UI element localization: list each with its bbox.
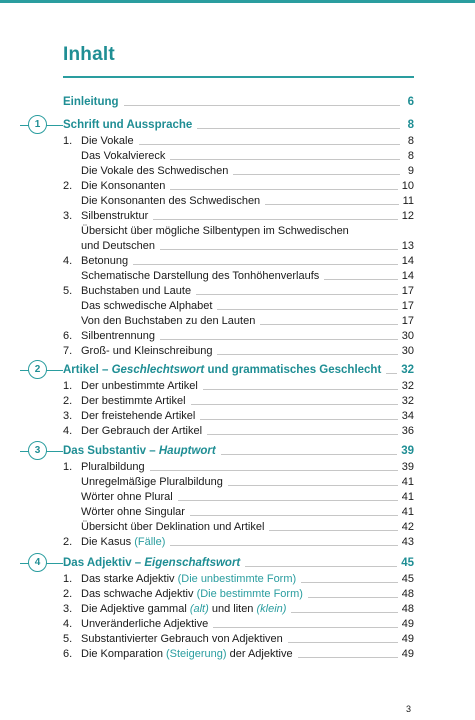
- toc-page-number: 41: [401, 491, 414, 503]
- toc-page-number: 41: [401, 506, 414, 518]
- toc-entry-number: 1.: [63, 135, 73, 147]
- toc-page-number: 32: [401, 380, 414, 392]
- dot-leader: [288, 642, 398, 643]
- toc-subentry[interactable]: [63, 489, 414, 504]
- toc-subentry[interactable]: [63, 474, 414, 489]
- toc-entry-number: 3.: [63, 210, 73, 222]
- toc-entry-label: Substantivierter Gebrauch von Adjektiven: [81, 633, 283, 645]
- toc-page-number: 12: [401, 210, 414, 222]
- toc-entry[interactable]: [63, 253, 414, 268]
- toc-entry[interactable]: [63, 393, 414, 408]
- toc-chapter-2[interactable]: [63, 362, 414, 377]
- toc-page-number: 49: [401, 648, 414, 660]
- toc-entry-label: Übersicht über Deklination und Artikel: [81, 521, 265, 533]
- toc-chapter-4[interactable]: [63, 555, 414, 570]
- toc-entry[interactable]: [63, 328, 414, 343]
- toc-entry-number: 7.: [63, 345, 73, 357]
- toc-page-number: 45: [401, 573, 414, 585]
- dot-leader: [301, 582, 398, 583]
- toc-entry-label: Groß- und Kleinschreibung: [81, 345, 213, 357]
- toc-page-number: 48: [401, 588, 414, 600]
- toc-entry[interactable]: [63, 283, 414, 298]
- toc-page-number: 41: [401, 476, 414, 488]
- dot-leader: [160, 339, 398, 340]
- toc-subentry[interactable]: [63, 519, 414, 534]
- toc-entry-label: Der Gebrauch der Artikel: [81, 425, 203, 437]
- toc-page-number: 39: [401, 461, 414, 473]
- toc-entry-label: Betonung: [81, 255, 129, 267]
- toc-entry[interactable]: [63, 208, 414, 223]
- toc-entry-label: Die Komparation (Steigerung) der Adjektive: [81, 648, 293, 660]
- page-title: Inhalt: [63, 44, 115, 65]
- toc-entry-label: Die Konsonanten: [81, 180, 166, 192]
- toc-page-number: 6: [407, 96, 414, 108]
- toc-subentry[interactable]: [63, 148, 414, 163]
- toc-entry-number: 2.: [63, 395, 73, 407]
- title-underline: [63, 76, 414, 78]
- toc-page-number: 49: [401, 618, 414, 630]
- toc-entry[interactable]: [63, 133, 414, 148]
- toc-entry[interactable]: [63, 631, 414, 646]
- toc-entry-label: Wörter ohne Singular: [81, 506, 185, 518]
- toc-entry-label: Die Vokale des Schwedischen: [81, 165, 229, 177]
- toc-page-number: 30: [401, 345, 414, 357]
- toc-page-number: 8: [407, 150, 414, 162]
- dot-leader: [265, 204, 398, 205]
- toc-entry-label: Der freistehende Artikel: [81, 410, 196, 422]
- dot-leader: [160, 249, 398, 250]
- toc-page-number: 8: [407, 119, 414, 131]
- dot-leader: [233, 174, 400, 175]
- toc-entry-label: Von den Buchstaben zu den Lauten: [81, 315, 256, 327]
- toc-entry[interactable]: [63, 616, 414, 631]
- toc-page-number: 32: [401, 364, 414, 376]
- dot-leader: [245, 566, 397, 567]
- toc-page-number: 42: [401, 521, 414, 533]
- toc-chapter-label: Artikel – Geschlechtswort und grammatisches Geschlecht: [63, 364, 382, 376]
- toc-page-number: 36: [401, 425, 414, 437]
- toc-chapter-1[interactable]: [63, 117, 414, 132]
- dot-leader: [191, 404, 398, 405]
- toc-subentry[interactable]: [63, 223, 414, 238]
- toc-entry[interactable]: [63, 646, 414, 661]
- dot-leader: [124, 105, 400, 106]
- toc-entry[interactable]: [63, 459, 414, 474]
- dot-leader: [260, 324, 397, 325]
- toc-page-number: 30: [401, 330, 414, 342]
- toc-entry-number: 3.: [63, 410, 73, 422]
- toc-entry-label: Schematische Darstellung des Tonhöhenverlaufs: [81, 270, 320, 282]
- toc-chapter-3[interactable]: [63, 443, 414, 458]
- toc-entry-number: 4.: [63, 425, 73, 437]
- dot-leader: [170, 545, 397, 546]
- toc-entry-number: 4.: [63, 255, 73, 267]
- toc-entry-number: 5.: [63, 285, 73, 297]
- toc-entry-number: 3.: [63, 603, 73, 615]
- toc-page-number: 45: [401, 557, 414, 569]
- toc-page-number: 14: [401, 255, 414, 267]
- toc-entry-label: Wörter ohne Plural: [81, 491, 173, 503]
- toc-entry[interactable]: [63, 586, 414, 601]
- toc-entry-label: Einleitung: [63, 96, 119, 108]
- toc-entry-label: Die Kasus (Fälle): [81, 536, 166, 548]
- dot-leader: [150, 470, 398, 471]
- chapter-number-badge-4: 4: [28, 553, 47, 572]
- dot-leader: [386, 373, 397, 374]
- dot-leader: [228, 485, 398, 486]
- toc-entry-label: Das schwache Adjektiv (Die bestimmte Form): [81, 588, 303, 600]
- dot-leader: [197, 128, 400, 129]
- dot-leader: [133, 264, 398, 265]
- dot-leader: [153, 219, 397, 220]
- toc-entry-number: 1.: [63, 380, 73, 392]
- toc-entry-number: 6.: [63, 330, 73, 342]
- toc-chapter-label: Das Adjektiv – Eigenschaftswort: [63, 557, 241, 569]
- dot-leader: [207, 434, 398, 435]
- toc-page-number: 43: [401, 536, 414, 548]
- toc-entry-label: Silbenstruktur: [81, 210, 149, 222]
- toc-entry-number: 2.: [63, 180, 73, 192]
- toc-entry[interactable]: [63, 378, 414, 393]
- toc-subentry[interactable]: [63, 193, 414, 208]
- toc-entry-label: Das schwedische Alphabet: [81, 300, 213, 312]
- toc-entry-label: Unregelmäßige Pluralbildung: [81, 476, 223, 488]
- toc-subentry[interactable]: [63, 238, 414, 253]
- toc-chapter-label: Das Substantiv – Hauptwort: [63, 445, 216, 457]
- toc-entry-label: Die Adjektive gammal (alt) und liten (klein): [81, 603, 287, 615]
- toc-entry-number: 5.: [63, 633, 73, 645]
- toc-subentry[interactable]: [63, 313, 414, 328]
- toc-entry-label: Die Vokale: [81, 135, 134, 147]
- toc-subentry[interactable]: [63, 163, 414, 178]
- toc-entry-number: 1.: [63, 461, 73, 473]
- toc-subentry[interactable]: [63, 504, 414, 519]
- dot-leader: [170, 189, 397, 190]
- toc-entry-number: 4.: [63, 618, 73, 630]
- toc-entry-label: Buchstaben und Laute: [81, 285, 192, 297]
- toc-page-number: 17: [401, 300, 414, 312]
- dot-leader: [217, 309, 397, 310]
- toc-entry-label: Silbentrennung: [81, 330, 156, 342]
- toc-entry-label: Unveränderliche Adjektive: [81, 618, 209, 630]
- toc-entry[interactable]: [63, 408, 414, 423]
- dot-leader: [213, 627, 398, 628]
- toc-entry[interactable]: [63, 601, 414, 616]
- toc-page-number: 13: [401, 240, 414, 252]
- toc-entry[interactable]: [63, 571, 414, 586]
- dot-leader: [178, 500, 398, 501]
- toc-page-number: 39: [401, 445, 414, 457]
- toc-entry-label: Pluralbildung: [81, 461, 145, 473]
- page-number: 3: [406, 704, 412, 714]
- toc-entry[interactable]: [63, 423, 414, 438]
- toc-entry[interactable]: [63, 534, 414, 549]
- top-accent-bar: [0, 0, 475, 3]
- dot-leader: [200, 419, 397, 420]
- dot-leader: [308, 597, 398, 598]
- toc-subentry[interactable]: [63, 298, 414, 313]
- toc-entry-number: 2.: [63, 588, 73, 600]
- toc-chapter-label: Schrift und Aussprache: [63, 119, 193, 131]
- toc-entry-label: Der bestimmte Artikel: [81, 395, 186, 407]
- toc-entry-label: Das starke Adjektiv (Die unbestimmte Form): [81, 573, 297, 585]
- dot-leader: [269, 530, 397, 531]
- toc-entry[interactable]: [63, 178, 414, 193]
- toc-page-number: 11: [402, 195, 414, 207]
- toc-page-number: 14: [401, 270, 414, 282]
- toc-entry-label: und Deutschen: [81, 240, 155, 252]
- toc-page-number: 34: [401, 410, 414, 422]
- toc-entry-intro[interactable]: [63, 94, 414, 109]
- toc-entry[interactable]: [63, 343, 414, 358]
- dot-leader: [324, 279, 397, 280]
- toc-entry-number: 2.: [63, 536, 73, 548]
- dot-leader: [203, 389, 398, 390]
- dot-leader: [170, 159, 400, 160]
- chapter-number-badge-3: 3: [28, 441, 47, 460]
- toc-entry-label: Übersicht über mögliche Silbentypen im Schwedischen: [81, 225, 349, 237]
- toc-entry-number: 6.: [63, 648, 73, 660]
- dot-leader: [217, 354, 397, 355]
- toc-entry-number: 1.: [63, 573, 73, 585]
- toc-page-number: 10: [401, 180, 414, 192]
- dot-leader: [291, 612, 397, 613]
- chapter-number-badge-2: 2: [28, 360, 47, 379]
- dot-leader: [298, 657, 398, 658]
- toc-page-number: 17: [401, 315, 414, 327]
- toc-page-number: 17: [401, 285, 414, 297]
- dot-leader: [190, 515, 398, 516]
- dot-leader: [221, 454, 397, 455]
- dot-leader: [139, 144, 400, 145]
- toc-page-number: 32: [401, 395, 414, 407]
- toc-page-number: 9: [407, 165, 414, 177]
- toc-entry-label: Der unbestimmte Artikel: [81, 380, 198, 392]
- dot-leader: [196, 294, 398, 295]
- toc-entry-label: Die Konsonanten des Schwedischen: [81, 195, 261, 207]
- chapter-number-badge-1: 1: [28, 115, 47, 134]
- toc-subentry[interactable]: [63, 268, 414, 283]
- toc-entry-label: Das Vokalviereck: [81, 150, 166, 162]
- toc-page-number: 49: [401, 633, 414, 645]
- toc-page-number: 48: [401, 603, 414, 615]
- toc-page-number: 8: [407, 135, 414, 147]
